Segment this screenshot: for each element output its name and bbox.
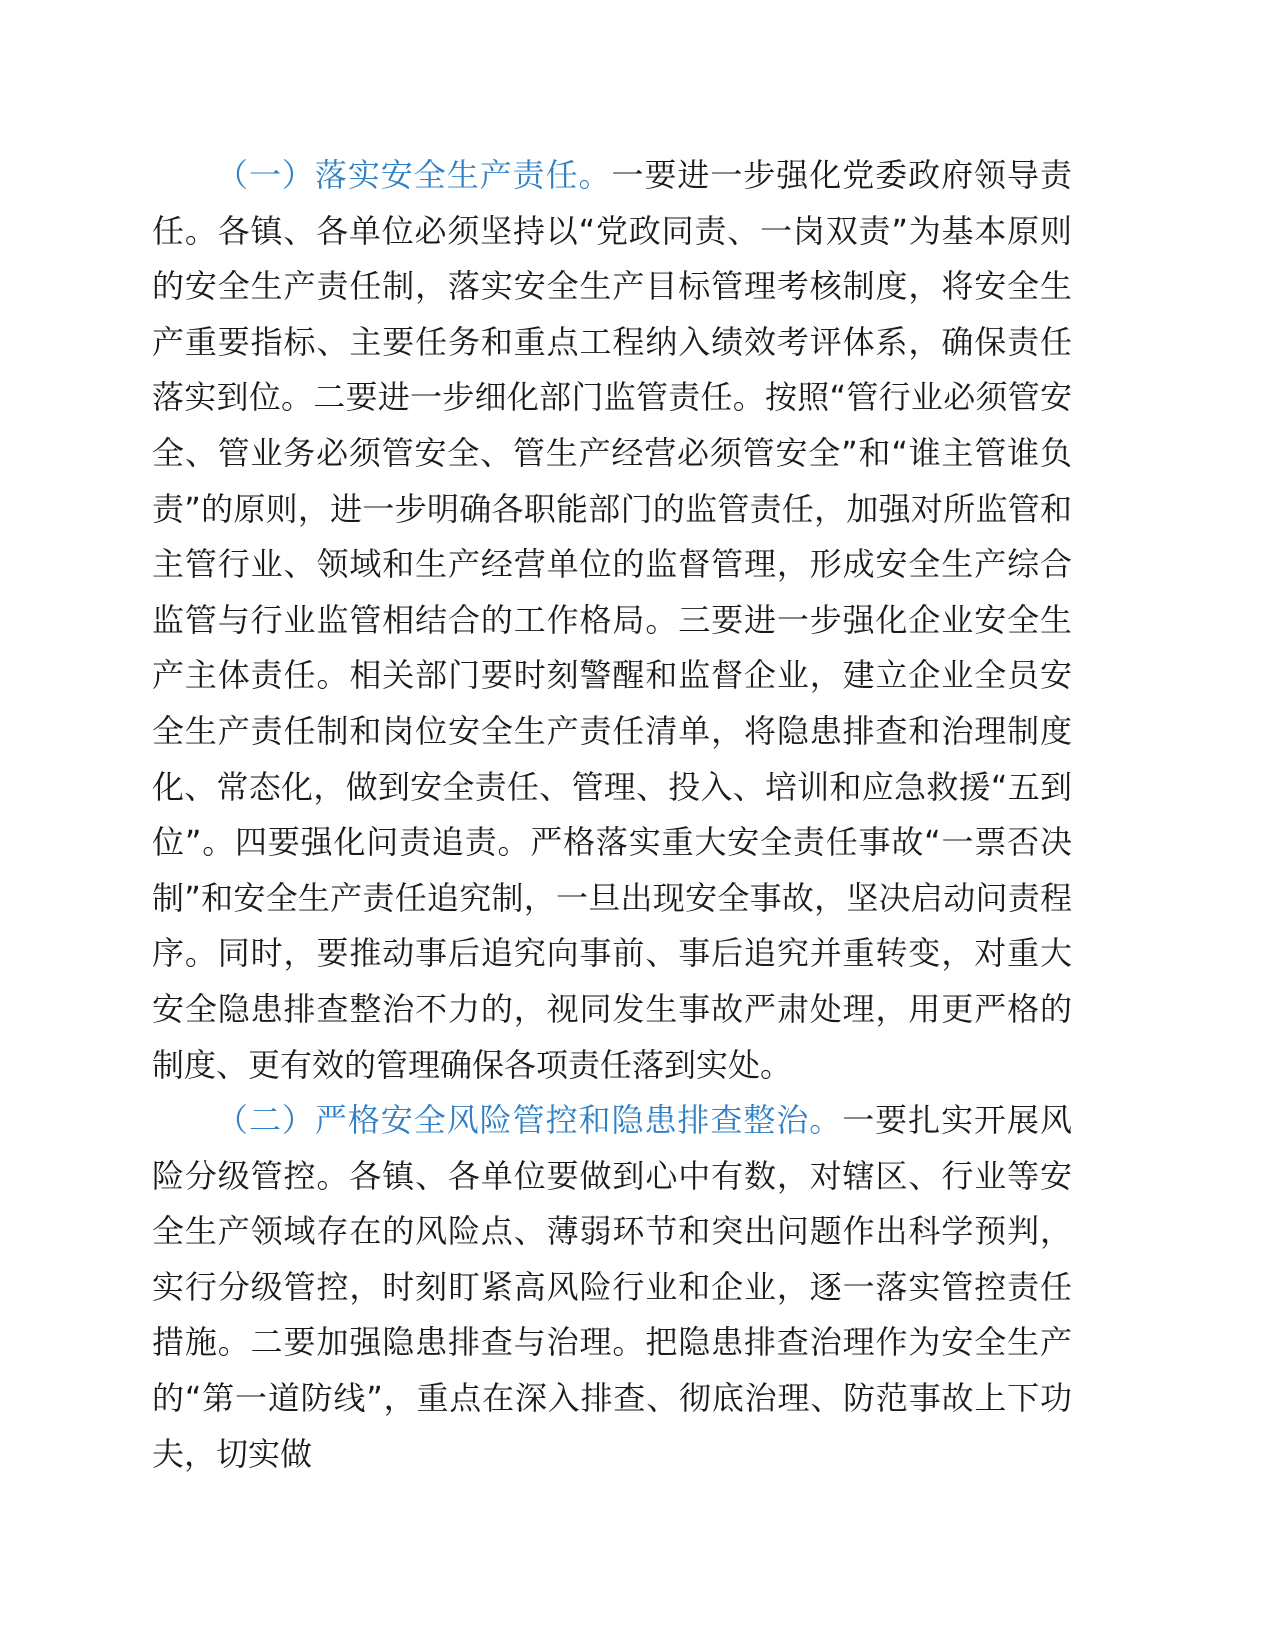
paragraph-risk-control: [152, 1093, 1072, 1482]
section-heading-2: （二）严格安全风险管控和隐患排查整治。: [216, 1101, 843, 1140]
section-heading-1: （一）落实安全生产责任。: [216, 156, 612, 194]
paragraph-responsibility: [152, 148, 1072, 1093]
document-page: [152, 148, 1072, 1482]
paragraph-body-2: 一要扎实开展风险分级管控。各镇、各单位要做到心中有数，对辖区、行业等安全生产领域存在的风险点、薄弱环节和突出问题作出科学预判，实行分级管控，时刻盯紧高风险行业和企业，逐一落实管控责任措施。二要加强隐患排查与治理。把隐患排查治理作为安全生产的“第一道防线”，重点在深入排查、彻底治理、防范事故上下功夫，切实做: [152, 1101, 1072, 1473]
paragraph-body-1: 一要进一步强化党委政府领导责任。各镇、各单位必须坚持以“党政同责、一岗双责”为基本原则的安全生产责任制，落实安全生产目标管理考核制度，将安全生产重要指标、主要任务和重点工程纳入绩效考评体系，确保责任落实到位。二要进一步细化部门监管责任。按照“管行业必须管安全、管业务必须管安全、管生产经营必须管安全”和“谁主管谁负责”的原则，进一步明确各职能部门的监管责任，加强对所监管和主管行业、领域和生产经营单位的监督管理，形成安全生产综合监管与行业监管相结合的工作格局。三要进一步强化企业安全生产主体责任。相关部门要时刻警醒和监督企业，建立企业全员安全生产责任制和岗位安全生产责任清单，将隐患排查和治理制度化、常态化，做到安全责任、管理、投入、培训和应急救援“五到位”。四要强化问责追责。严格落实重大安全责任事故“一票否决制”和安全生产责任追究制，一旦出现安全事故，坚决启动问责程序。同时，要推动事后追究向事前、事后追究并重转变，对重大安全隐患排查整治不力的，视同发生事故严肃处理，用更严格的制度、更有效的管理确保各项责任落到实处。: [152, 156, 1072, 1084]
